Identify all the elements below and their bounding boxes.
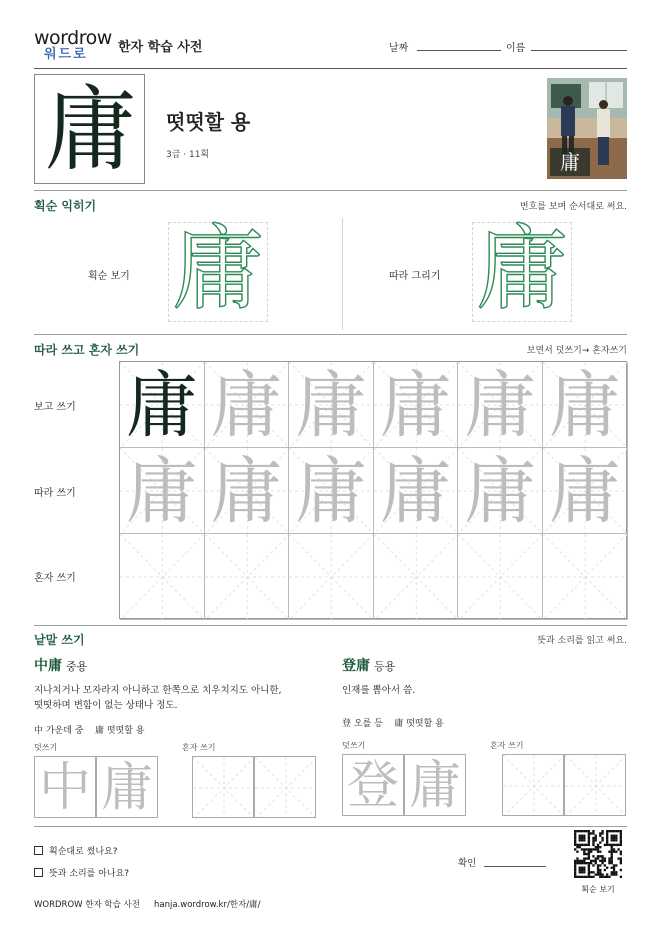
practice-cell[interactable] <box>120 534 205 620</box>
practice-cell <box>543 362 628 448</box>
word2-trace-box-1 <box>342 754 404 816</box>
practice-char: 庸 <box>294 363 367 447</box>
hero-meaning: 떳떳할 용 <box>166 110 251 134</box>
practice-cell <box>543 448 628 534</box>
practice-char: 庸 <box>464 363 537 447</box>
check-meaning[interactable] <box>34 866 129 879</box>
words-section-title: 낱말 쓰기 <box>34 633 85 647</box>
practice-char: 庸 <box>294 449 367 533</box>
practice-cell <box>289 362 374 448</box>
stroke-order-char: 庸 <box>171 215 264 322</box>
word2-part1-gloss: 오를 등 <box>353 719 383 729</box>
word1-part2-char: 庸 <box>94 726 104 736</box>
word1-reading: 중용 <box>66 660 88 673</box>
confirm-label: 확인 <box>458 858 477 869</box>
illustration-image <box>547 78 627 179</box>
word2-hanja: 登庸 <box>342 658 370 674</box>
svg-text:庸: 庸 <box>560 150 580 174</box>
word2-parts <box>342 716 444 729</box>
word2-reading: 등용 <box>374 660 396 673</box>
word1-solo-box-2[interactable] <box>254 756 316 818</box>
word1-def-line1: 지나치거나 모자라지 아니하고 한쪽으로 치우치지도 아니한, <box>34 685 282 696</box>
practice-cell <box>205 362 290 448</box>
date-line <box>417 50 501 51</box>
qr-code-icon[interactable] <box>574 830 622 878</box>
word1-solo-box-1[interactable] <box>192 756 254 818</box>
word2-trace-char-1: 登 <box>346 756 399 816</box>
word2-trace-char-2: 庸 <box>408 756 461 816</box>
practice-char: 庸 <box>210 363 283 447</box>
word1-trace-char-1: 中 <box>38 758 91 818</box>
word1-part1-char: 中 <box>34 726 44 736</box>
practice-grid <box>119 361 627 619</box>
word2-trace-label: 덧쓰기 <box>342 741 366 750</box>
word1-definition <box>34 683 282 713</box>
word1-heading <box>34 655 87 675</box>
name-label: 이름 <box>506 43 526 54</box>
logo-wordmark: wordrow <box>34 27 112 49</box>
stroke-trace-char: 庸 <box>475 215 568 322</box>
practice-char: 庸 <box>464 449 537 533</box>
practice-char: 庸 <box>379 449 452 533</box>
word1-part2-gloss: 떳떳할 용 <box>106 726 145 736</box>
stroke-divider <box>342 218 343 330</box>
word2-solo-box-1[interactable] <box>502 754 564 816</box>
check-stroke-order[interactable] <box>34 844 118 857</box>
practice-cell[interactable] <box>374 534 459 620</box>
wordrow-logo <box>34 28 114 68</box>
word1-trace-label: 덧쓰기 <box>34 743 58 752</box>
word2-def-line1: 인재를 뽑아서 씀. <box>342 685 416 696</box>
write-divider-bottom <box>34 625 627 626</box>
practice-cell <box>374 448 459 534</box>
word2-solo-label: 혼자 쓰기 <box>490 741 524 750</box>
site-title: 한자 학습 사전 <box>118 40 203 55</box>
word2-definition <box>342 683 415 698</box>
checkbox-icon[interactable] <box>34 868 43 877</box>
word1-def-line2: 떳떳하며 변함이 없는 상태나 정도. <box>34 700 178 711</box>
confirm-line <box>484 866 546 867</box>
practice-cell <box>120 362 205 448</box>
write-section-title: 따라 쓰고 혼자 쓰기 <box>34 343 140 357</box>
practice-cell <box>289 448 374 534</box>
stroke-divider-bottom <box>34 334 627 335</box>
word1-part1-gloss: 가운데 중 <box>45 726 84 736</box>
stroke-section-note: 번호를 보며 순서대로 써요. <box>519 202 627 212</box>
word2-part2-gloss: 떳떳할 용 <box>406 719 444 729</box>
practice-char: 庸 <box>125 363 198 447</box>
word2-part2-char: 庸 <box>394 719 404 729</box>
write-section-note: 보면서 덧쓰기→ 혼자쓰기 <box>526 346 627 356</box>
practice-char: 庸 <box>125 449 198 533</box>
word1-trace-box-1 <box>34 756 96 818</box>
word2-trace-box-2 <box>404 754 466 816</box>
date-label: 날짜 <box>389 43 409 54</box>
practice-cell[interactable] <box>205 534 290 620</box>
stroke-view-label: 획순 보기 <box>88 271 130 282</box>
practice-cell[interactable] <box>458 534 543 620</box>
practice-char: 庸 <box>379 363 452 447</box>
practice-cell <box>120 448 205 534</box>
hero-meta: 3급 · 11획 <box>166 150 210 160</box>
practice-cell <box>458 362 543 448</box>
word1-hanja: 中庸 <box>34 658 62 674</box>
word2-part1-char: 登 <box>342 719 352 729</box>
qr-label: 획순 보기 <box>581 885 615 894</box>
hero-char: 庸 <box>44 76 137 183</box>
row-label-solo: 혼자 쓰기 <box>34 573 76 584</box>
logo-korean: 워드로 <box>44 47 88 62</box>
checkbox-icon[interactable] <box>34 846 43 855</box>
practice-cell <box>374 362 459 448</box>
row-label-view: 보고 쓰기 <box>34 402 76 413</box>
word1-solo-label: 혼자 쓰기 <box>182 743 216 752</box>
word2-heading <box>342 655 395 675</box>
check-stroke-order-label: 획순대로 썼나요? <box>49 847 118 857</box>
word2-solo-box-2[interactable] <box>564 754 626 816</box>
word1-parts <box>34 723 145 736</box>
practice-cell[interactable] <box>543 534 628 620</box>
practice-cell <box>458 448 543 534</box>
row-label-trace: 따라 쓰기 <box>34 488 76 499</box>
stroke-trace-label: 따라 그리기 <box>389 271 441 282</box>
check-meaning-label: 뜻과 소리를 아나요? <box>49 869 130 879</box>
practice-cell <box>205 448 290 534</box>
hero-divider <box>34 190 627 191</box>
practice-char: 庸 <box>548 363 621 447</box>
header-divider <box>34 68 627 69</box>
words-divider-bottom <box>34 826 627 827</box>
footer-url[interactable]: hanja.wordrow.kr/한자/庸/ <box>154 900 261 910</box>
footer-brand: WORDROW 한자 학습 사전 <box>34 900 140 910</box>
practice-char: 庸 <box>210 449 283 533</box>
word1-trace-char-2: 庸 <box>100 758 153 818</box>
word1-trace-box-2 <box>96 756 158 818</box>
practice-cell[interactable] <box>289 534 374 620</box>
name-line <box>531 50 627 51</box>
words-section-note: 뜻과 소리를 읽고 써요. <box>537 636 627 646</box>
hero-char-box <box>34 74 145 184</box>
practice-char: 庸 <box>548 449 621 533</box>
stroke-section-title: 획순 익히기 <box>34 199 97 213</box>
